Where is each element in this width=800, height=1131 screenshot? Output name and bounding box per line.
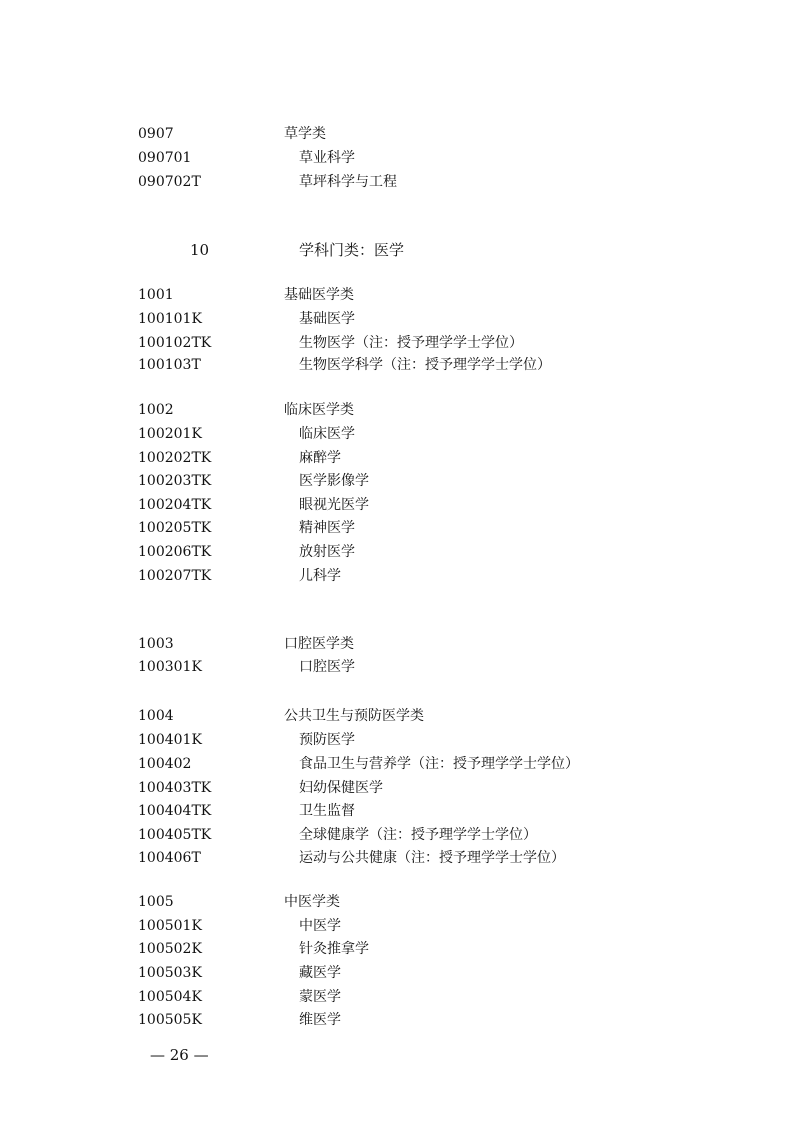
- table-row: [0, 704, 800, 728]
- major-code: 100207TK: [138, 568, 212, 584]
- major-code: 100203TK: [138, 473, 212, 489]
- table-row: [0, 937, 800, 961]
- table-row: [0, 799, 800, 823]
- major-name: 中医学: [299, 918, 341, 934]
- major-code: 100404TK: [138, 803, 212, 819]
- major-name: 食品卫生与营养学（注：授予理学学士学位）: [299, 756, 579, 772]
- major-code: 100502K: [138, 941, 202, 957]
- discipline-group-code: 1004: [138, 708, 174, 724]
- major-code: 100206TK: [138, 544, 212, 560]
- major-code: 100301K: [138, 659, 202, 675]
- table-row: [0, 122, 800, 146]
- table-row: [0, 283, 800, 307]
- table-row: [0, 170, 800, 194]
- major-code: 100202TK: [138, 450, 212, 466]
- discipline-group-code: 1003: [138, 636, 174, 652]
- major-code: 100501K: [138, 918, 202, 934]
- major-name: 维医学: [299, 1012, 341, 1028]
- table-row: [0, 823, 800, 847]
- table-row: [0, 516, 800, 540]
- major-name: 草坪科学与工程: [299, 174, 397, 190]
- table-row: [0, 398, 800, 422]
- category-header: [0, 238, 800, 262]
- major-name: 临床医学: [299, 426, 355, 442]
- table-row: [0, 1008, 800, 1032]
- major-code: 100204TK: [138, 497, 212, 513]
- discipline-group-code: 1001: [138, 287, 174, 303]
- major-code: 100101K: [138, 311, 202, 327]
- table-row: [0, 146, 800, 170]
- major-code: 100401K: [138, 732, 202, 748]
- table-row: [0, 655, 800, 679]
- category-name: 学科门类：医学: [299, 241, 405, 259]
- table-row: [0, 890, 800, 914]
- discipline-group-code: 1002: [138, 402, 174, 418]
- major-code: 100504K: [138, 989, 202, 1005]
- major-name: 全球健康学（注：授予理学学士学位）: [299, 827, 537, 843]
- major-name: 精神医学: [299, 520, 355, 536]
- major-name: 草业科学: [299, 150, 355, 166]
- page-number: — 26 —: [150, 1046, 209, 1064]
- major-code: 100406T: [138, 850, 201, 866]
- major-name: 蒙医学: [299, 989, 341, 1005]
- table-row: [0, 307, 800, 331]
- major-code: 100205TK: [138, 520, 212, 536]
- major-code: 100201K: [138, 426, 202, 442]
- table-row: [0, 540, 800, 564]
- major-name: 预防医学: [299, 732, 355, 748]
- discipline-group-name: 基础医学类: [284, 287, 354, 303]
- major-code: 090701: [138, 150, 192, 166]
- major-code: 100402: [138, 756, 192, 772]
- discipline-group-name: 临床医学类: [284, 402, 354, 418]
- table-row: [0, 632, 800, 656]
- category-code: 10: [190, 241, 210, 259]
- major-name: 眼视光医学: [299, 497, 369, 513]
- table-row: [0, 752, 800, 776]
- major-name: 儿科学: [299, 568, 341, 584]
- discipline-group-name: 公共卫生与预防医学类: [284, 708, 424, 724]
- major-name: 生物医学（注：授予理学学士学位）: [299, 335, 523, 351]
- table-row: [0, 493, 800, 517]
- major-code: 100503K: [138, 965, 202, 981]
- discipline-group-name: 口腔医学类: [284, 636, 354, 652]
- major-code: 100403TK: [138, 780, 212, 796]
- discipline-group-name: 中医学类: [284, 894, 340, 910]
- discipline-group-code: 0907: [138, 126, 174, 142]
- major-code: 100505K: [138, 1012, 202, 1028]
- discipline-group-name: 草学类: [284, 126, 326, 142]
- table-row: [0, 353, 800, 377]
- table-row: [0, 446, 800, 470]
- major-name: 麻醉学: [299, 450, 341, 466]
- major-code: 100102TK: [138, 335, 212, 351]
- major-name: 藏医学: [299, 965, 341, 981]
- table-row: [0, 469, 800, 493]
- table-row: [0, 914, 800, 938]
- table-row: [0, 776, 800, 800]
- table-row: [0, 422, 800, 446]
- table-row: [0, 985, 800, 1009]
- major-code: 100103T: [138, 357, 201, 373]
- major-name: 生物医学科学（注：授予理学学士学位）: [299, 357, 551, 373]
- table-row: [0, 961, 800, 985]
- discipline-group-code: 1005: [138, 894, 174, 910]
- table-row: [0, 728, 800, 752]
- major-name: 运动与公共健康（注：授予理学学士学位）: [299, 850, 565, 866]
- major-name: 妇幼保健医学: [299, 780, 383, 796]
- table-row: [0, 564, 800, 588]
- major-name: 基础医学: [299, 311, 355, 327]
- major-name: 针灸推拿学: [299, 941, 369, 957]
- major-name: 卫生监督: [299, 803, 355, 819]
- major-code: 090702T: [138, 174, 201, 190]
- major-code: 100405TK: [138, 827, 212, 843]
- table-row: [0, 846, 800, 870]
- major-name: 医学影像学: [299, 473, 369, 489]
- major-name: 放射医学: [299, 544, 355, 560]
- major-name: 口腔医学: [299, 659, 355, 675]
- table-row: [0, 331, 800, 355]
